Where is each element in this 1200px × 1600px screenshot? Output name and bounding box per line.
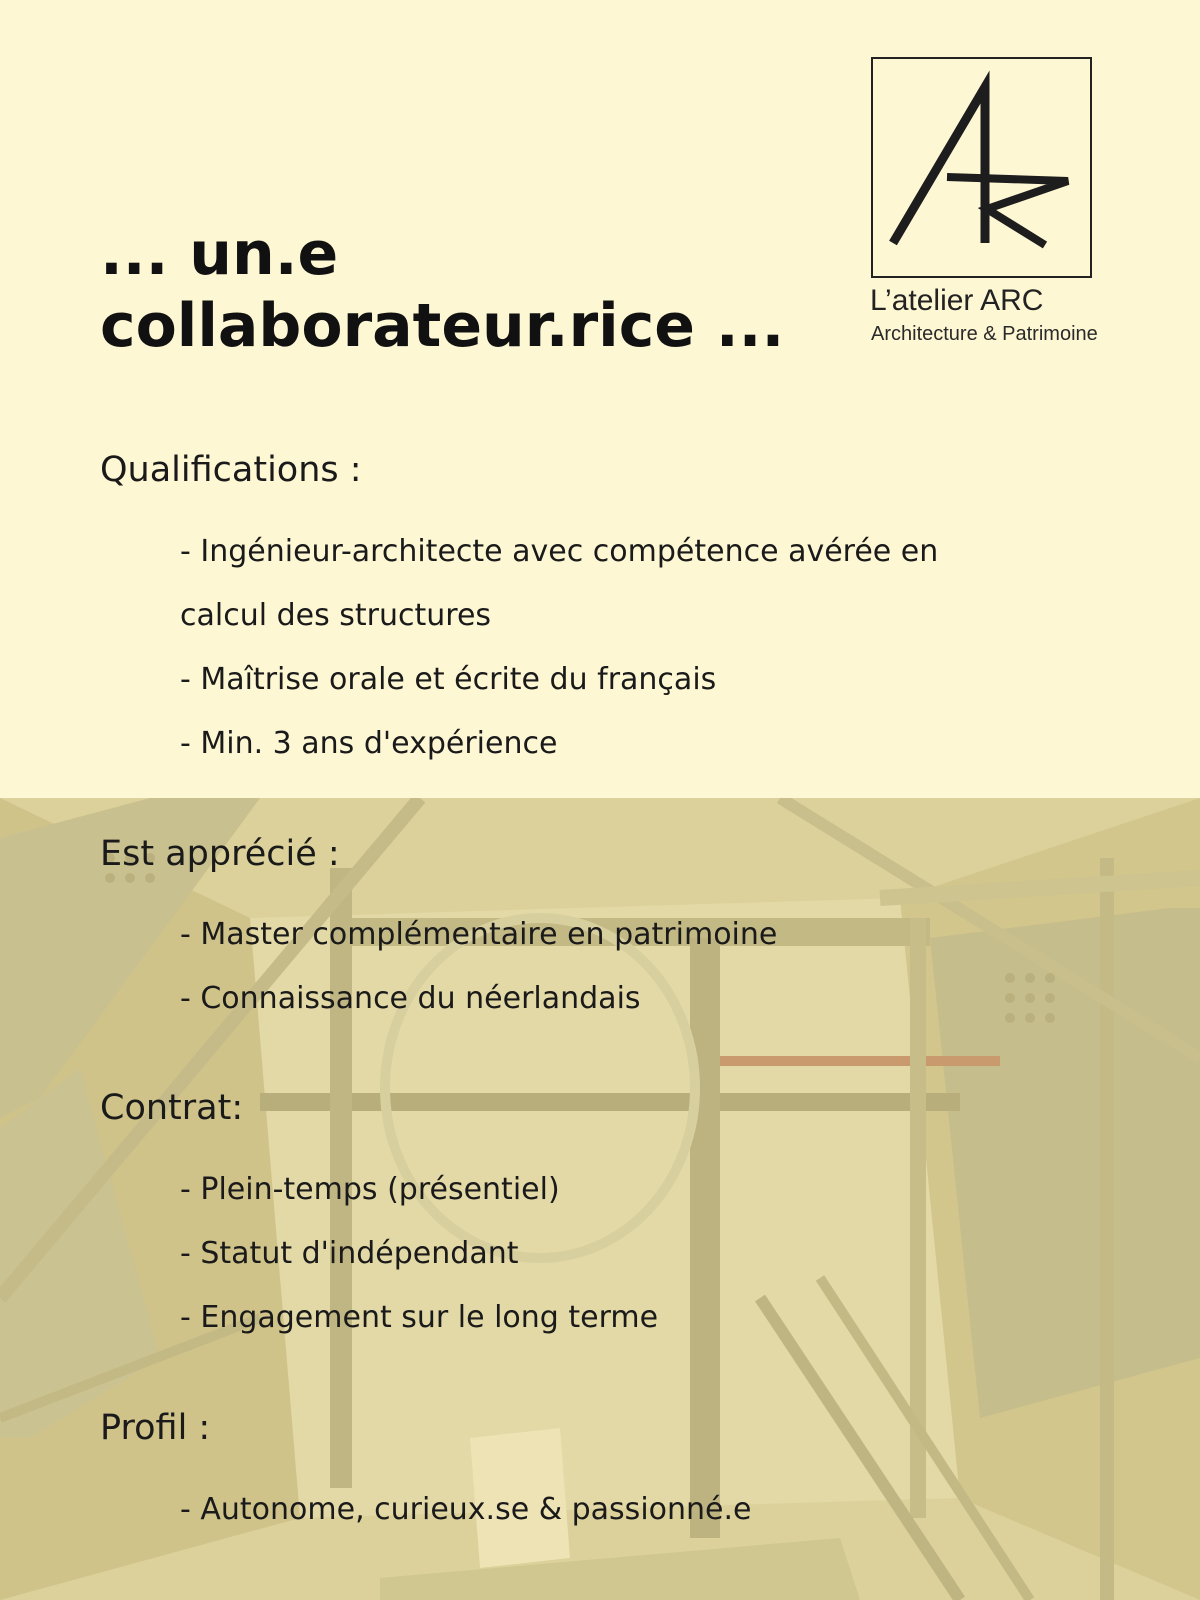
headline-line-1: ... un.e (100, 219, 339, 289)
contrat-title: Contrat: (100, 1088, 244, 1128)
logo-tagline: Architecture & Patrimoine (871, 323, 1098, 345)
qualifications-item: calcul des structures (180, 598, 492, 633)
logo-frame (871, 57, 1092, 278)
contrat-item: - Plein-temps (présentiel) (180, 1172, 560, 1207)
contrat-item: - Statut d'indépendant (180, 1236, 519, 1271)
headline-line-2: collaborateur.rice ... (100, 291, 785, 361)
headline (100, 218, 784, 362)
apprecie-item: - Master complémentaire en patrimoine (180, 917, 778, 952)
logo-name: L’atelier ARC (870, 284, 1044, 317)
qualifications-item: - Ingénieur-architecte avec compétence avérée en (180, 534, 939, 569)
qualifications-title: Qualifications : (100, 450, 362, 490)
qualifications-item: - Min. 3 ans d'expérience (180, 726, 558, 761)
profil-title: Profil : (100, 1408, 211, 1448)
apprecie-title: Est apprécié : (100, 834, 340, 874)
ak-monogram-icon (873, 59, 1090, 276)
profil-item: - Autonome, curieux.se & passionné.e (180, 1492, 752, 1527)
contrat-item: - Engagement sur le long terme (180, 1300, 659, 1335)
qualifications-item: - Maîtrise orale et écrite du français (180, 662, 717, 697)
apprecie-item: - Connaissance du néerlandais (180, 981, 641, 1016)
